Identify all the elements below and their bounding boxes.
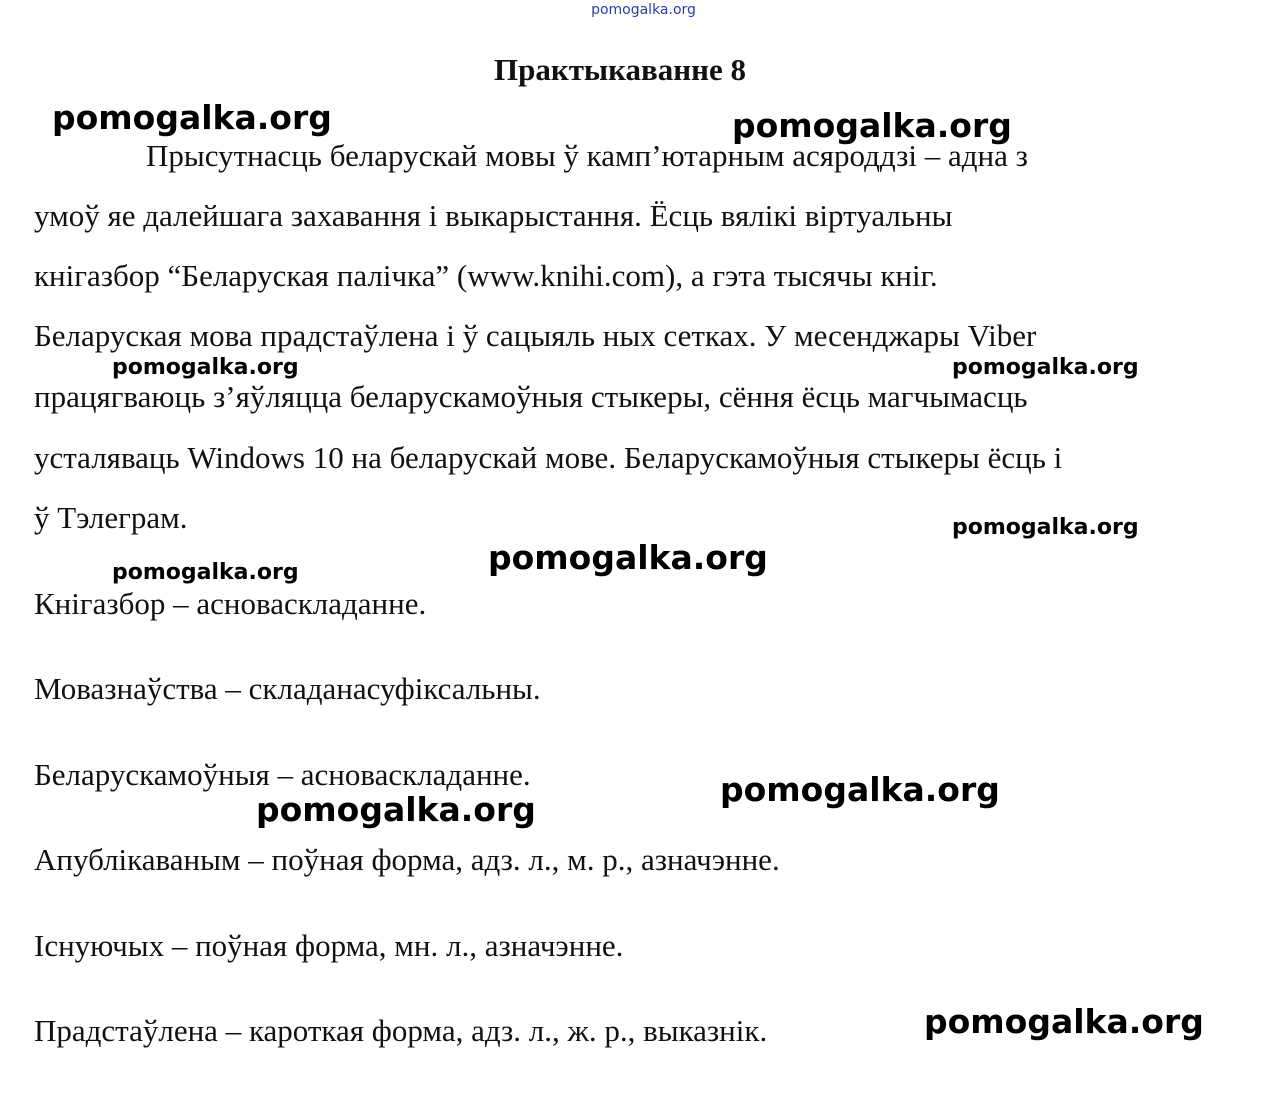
analysis-line: Прадстаўлена – кароткая форма, адз. л., ж. р., выказнік. bbox=[34, 1013, 768, 1048]
watermark: pomogalka.org bbox=[52, 98, 332, 137]
watermark: pomogalka.org bbox=[256, 790, 536, 829]
paragraph-line: працягваюць з’яўляцца беларускамоўныя стыкеры, сёння ёсць магчымасць bbox=[34, 379, 1028, 414]
paragraph-line: усталяваць Windows 10 на беларускай мове. Беларускамоўныя стыкеры ёсць і bbox=[34, 440, 1063, 475]
analysis-line: Беларускамоўныя – асноваскладанне. bbox=[34, 757, 531, 792]
analysis-line: Кнігазбор – асноваскладанне. bbox=[34, 586, 427, 621]
paragraph-line: Прысутнасць беларускай мовы ў камп’ютарным асяроддзі – адна з bbox=[146, 138, 1028, 173]
watermark: pomogalka.org bbox=[488, 538, 768, 577]
watermark: pomogalka.org bbox=[924, 1002, 1204, 1041]
watermark: pomogalka.org bbox=[952, 355, 1139, 380]
watermark: pomogalka.org bbox=[112, 560, 299, 585]
watermark: pomogalka.org bbox=[732, 106, 1012, 145]
site-link[interactable]: pomogalka.org bbox=[591, 2, 696, 18]
paragraph-line: кнігазбор “Беларуская палічка” (www.knihi.com), а гэта тысячы кніг. bbox=[34, 258, 938, 293]
watermark: pomogalka.org bbox=[952, 515, 1139, 540]
analysis-line: Апублікаваным – поўная форма, адз. л., м. р., азначэнне. bbox=[34, 842, 780, 877]
exercise-title: Практыкаванне 8 bbox=[493, 52, 746, 87]
watermark: pomogalka.org bbox=[112, 355, 299, 380]
watermark: pomogalka.org bbox=[720, 770, 1000, 809]
paragraph-line: умоў яе далейшага захавання і выкарыстання. Ёсць вялікі віртуальны bbox=[34, 198, 953, 233]
paragraph-line: ў Тэлеграм. bbox=[34, 500, 188, 535]
analysis-line: Мовазнаўства – складанасуфіксальны. bbox=[34, 671, 541, 706]
analysis-line: Існуючых – поўная форма, мн. л., азначэнне. bbox=[34, 928, 624, 963]
paragraph-line: Беларуская мова прадстаўлена і ў сацыяль ных сетках. У месенджары Viber bbox=[34, 318, 1037, 353]
